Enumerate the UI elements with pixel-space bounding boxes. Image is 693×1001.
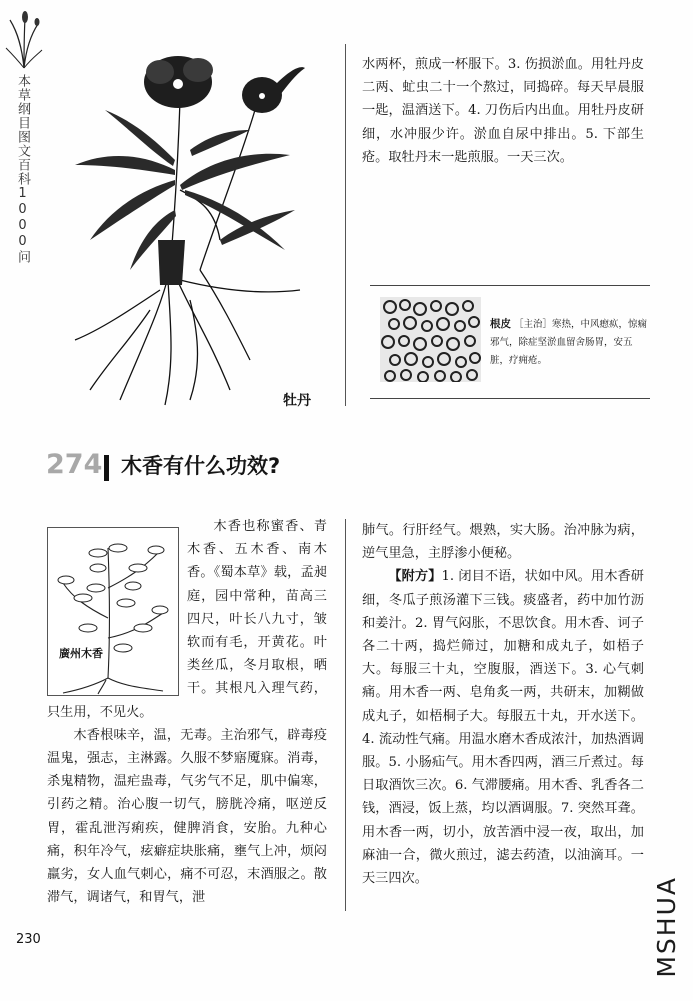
heading-bar — [104, 455, 109, 481]
peony-text-continued: 水两杯，煎成一杯服下。3. 伤损淤血。用牡丹皮二两、虻虫二十一个熬过，同捣碎。每天早晨服一匙，温酒送下。4. 刀伤后内出血。用牡丹皮研细，水冲服少许。淤血自尿中排出。5. 下部生疮。取牡丹末一匙煎服。一天三次。 — [362, 57, 644, 165]
section-title: 木香有什么功效? — [121, 454, 281, 478]
costus-caption: 廣州木香 — [59, 647, 103, 660]
section-number: 274 — [46, 449, 103, 480]
page-number: 230 — [16, 932, 41, 947]
formula-text: 1. 闭目不语，状如中风。用木香研细，冬瓜子煎汤灌下三钱。痰盛者，药中加竹沥和姜汁。2. 胃气闷胀，不思饮食。用木香、诃子各二十两，捣烂筛过，加糖和成丸子，如梧子大。每服三十丸，空腹服，酒送下。3. 心气刺痛。用木香一两、皂角炙一两，共研末，加糊做成丸子，如梧桐子大。每服五十丸，开水送下。4. 流动性气痛。用温水磨木香成浓汁，加热酒调服。5. 小肠疝气。用木香四两，酒三斤煮过。每日取酒饮三次。6. 气滞腰痛。用木香、乳香各二钱，酒浸，饭上蒸，均以酒调服。7. 突然耳聋。用木香一两，切小，放苦酒中浸一夜，取出，加麻油一合，微火煎过，滤去药渣，以油滴耳。一天三四次。 — [362, 569, 644, 887]
root-bark-image — [380, 297, 481, 382]
running-header-title: 本草纲目图文百科1000问 — [15, 74, 30, 264]
right-paragraph-1: 肺气。行肝经气。煨熟，实大肠。治冲脉为病，逆气里急，主脬渗小便秘。 — [362, 523, 644, 562]
root-bark-term: 根皮 — [490, 318, 511, 330]
peony-caption: 牡丹 — [283, 393, 311, 409]
image-spacer — [47, 515, 187, 699]
root-bark-caption — [490, 315, 650, 370]
root-bark-tag: ［主治］ — [514, 319, 553, 330]
left-column — [47, 515, 327, 915]
right-paragraph-2 — [362, 565, 644, 890]
column-divider-bottom — [345, 519, 346, 911]
formula-label: 【附方】 — [388, 569, 442, 585]
orchid-logo-icon — [4, 8, 44, 70]
left-paragraph-1: 木香也称蜜香、青木香、五木香、南木香。《蜀本草》载，孟昶庭，园中常种，苗高三四尺，叶长八九寸，皱软而有毛，开黄花。叶类丝瓜，冬月取根，晒干。其根凡入理气药，只生用，不见火。 — [47, 519, 327, 720]
caption-rule-top — [370, 285, 650, 286]
peony-illustration — [50, 40, 340, 410]
left-paragraph-2: 木香根味辛，温，无毒。主治邪气，辟毒疫温鬼，强志，主淋露。久服不梦寤魇寐。消毒，杀鬼精物，温疟蛊毒，气劣气不足，肌中偏寒，引药之精。治心腹一切气，膀胱冷痛，呕逆反胃，霍乱泄泻痢疾，健脾消食，安胎。九种心痛，积年冷气，痃癖症块胀痛，壅气上冲，烦闷羸劣，女人血气刺心，痛不可忍，末酒服之。散滞气，调诸气，和胃气，泄 — [47, 727, 327, 906]
right-column — [362, 519, 644, 890]
caption-rule-bottom — [370, 398, 650, 399]
column-divider-top — [345, 44, 346, 406]
root-bark-text: 寒热，中风瘛疭，惊痫邪气，除症坚淤血留舍肠胃，安五脏，疗痈疮。 — [490, 319, 648, 366]
watermark-text: MSHUA — [652, 876, 681, 978]
